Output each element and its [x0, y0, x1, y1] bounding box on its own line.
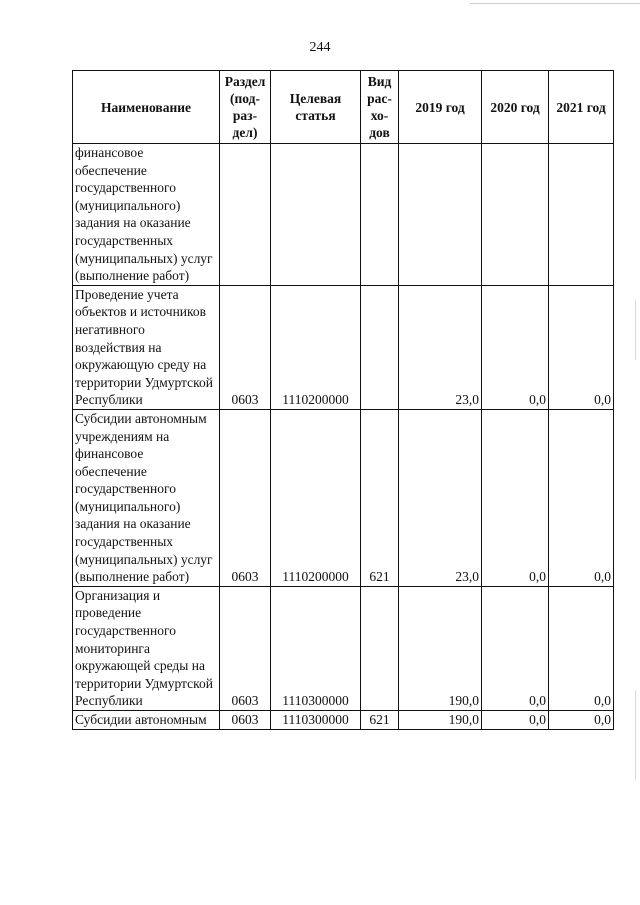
row-2019: 190,0	[399, 711, 482, 730]
row-name: Субсидии автономным	[73, 711, 220, 730]
header-section: Раздел (под-раз-дел)	[220, 71, 271, 144]
row-target	[271, 144, 361, 286]
row-expense-type	[361, 285, 399, 409]
row-target: 1110300000	[271, 711, 361, 730]
row-2019: 190,0	[399, 586, 482, 710]
row-section: 0603	[220, 711, 271, 730]
row-name: Организация и проведение государственного мониторинга окружающей среды на территории Удмуртской Республики	[73, 586, 220, 710]
row-expense-type	[361, 586, 399, 710]
header-row	[73, 71, 614, 144]
row-expense-type: 621	[361, 409, 399, 586]
row-section: 0603	[220, 409, 271, 586]
table-row	[73, 285, 614, 409]
row-section: 0603	[220, 586, 271, 710]
table-row	[73, 144, 614, 286]
row-2020: 0,0	[482, 409, 549, 586]
row-target: 1110300000	[271, 586, 361, 710]
row-name: финансовое обеспечение государственного (муниципального) задания на оказание государственных (муниципальных) услуг (выполнение работ)	[73, 144, 220, 286]
row-expense-type	[361, 144, 399, 286]
row-2019	[399, 144, 482, 286]
table-row	[73, 409, 614, 586]
row-2019: 23,0	[399, 285, 482, 409]
page-number: 244	[309, 40, 331, 55]
header-target: Целевая статья	[271, 71, 361, 144]
top-edge-rule	[470, 3, 640, 4]
budget-table	[72, 70, 614, 730]
row-2020: 0,0	[482, 586, 549, 710]
table-body	[73, 144, 614, 730]
row-2021: 0,0	[549, 285, 614, 409]
row-section	[220, 144, 271, 286]
header-2019: 2019 год	[399, 71, 482, 144]
header-expense-type: Вид рас-хо-дов	[361, 71, 399, 144]
row-expense-type: 621	[361, 711, 399, 730]
table-row	[73, 586, 614, 710]
row-2020: 0,0	[482, 711, 549, 730]
table-row	[73, 711, 614, 730]
row-2021: 0,0	[549, 409, 614, 586]
row-2021: 0,0	[549, 586, 614, 710]
row-2021	[549, 144, 614, 286]
row-target: 1110200000	[271, 285, 361, 409]
scan-edge-mark	[635, 690, 636, 780]
row-2020	[482, 144, 549, 286]
row-name: Субсидии автономным учреждениям на финансовое обеспечение государственного (муниципального) задания на оказание государственных (муниципальных) услуг (выполнение работ)	[73, 409, 220, 586]
header-name: Наименование	[73, 71, 220, 144]
row-target: 1110200000	[271, 409, 361, 586]
table-header	[73, 71, 614, 144]
row-name: Проведение учета объектов и источников негативного воздействия на окружающую среду на территории Удмуртской Республики	[73, 285, 220, 409]
row-section: 0603	[220, 285, 271, 409]
header-2021: 2021 год	[549, 71, 614, 144]
scan-edge-mark	[635, 300, 636, 360]
row-2020: 0,0	[482, 285, 549, 409]
header-2020: 2020 год	[482, 71, 549, 144]
row-2021: 0,0	[549, 711, 614, 730]
row-2019: 23,0	[399, 409, 482, 586]
